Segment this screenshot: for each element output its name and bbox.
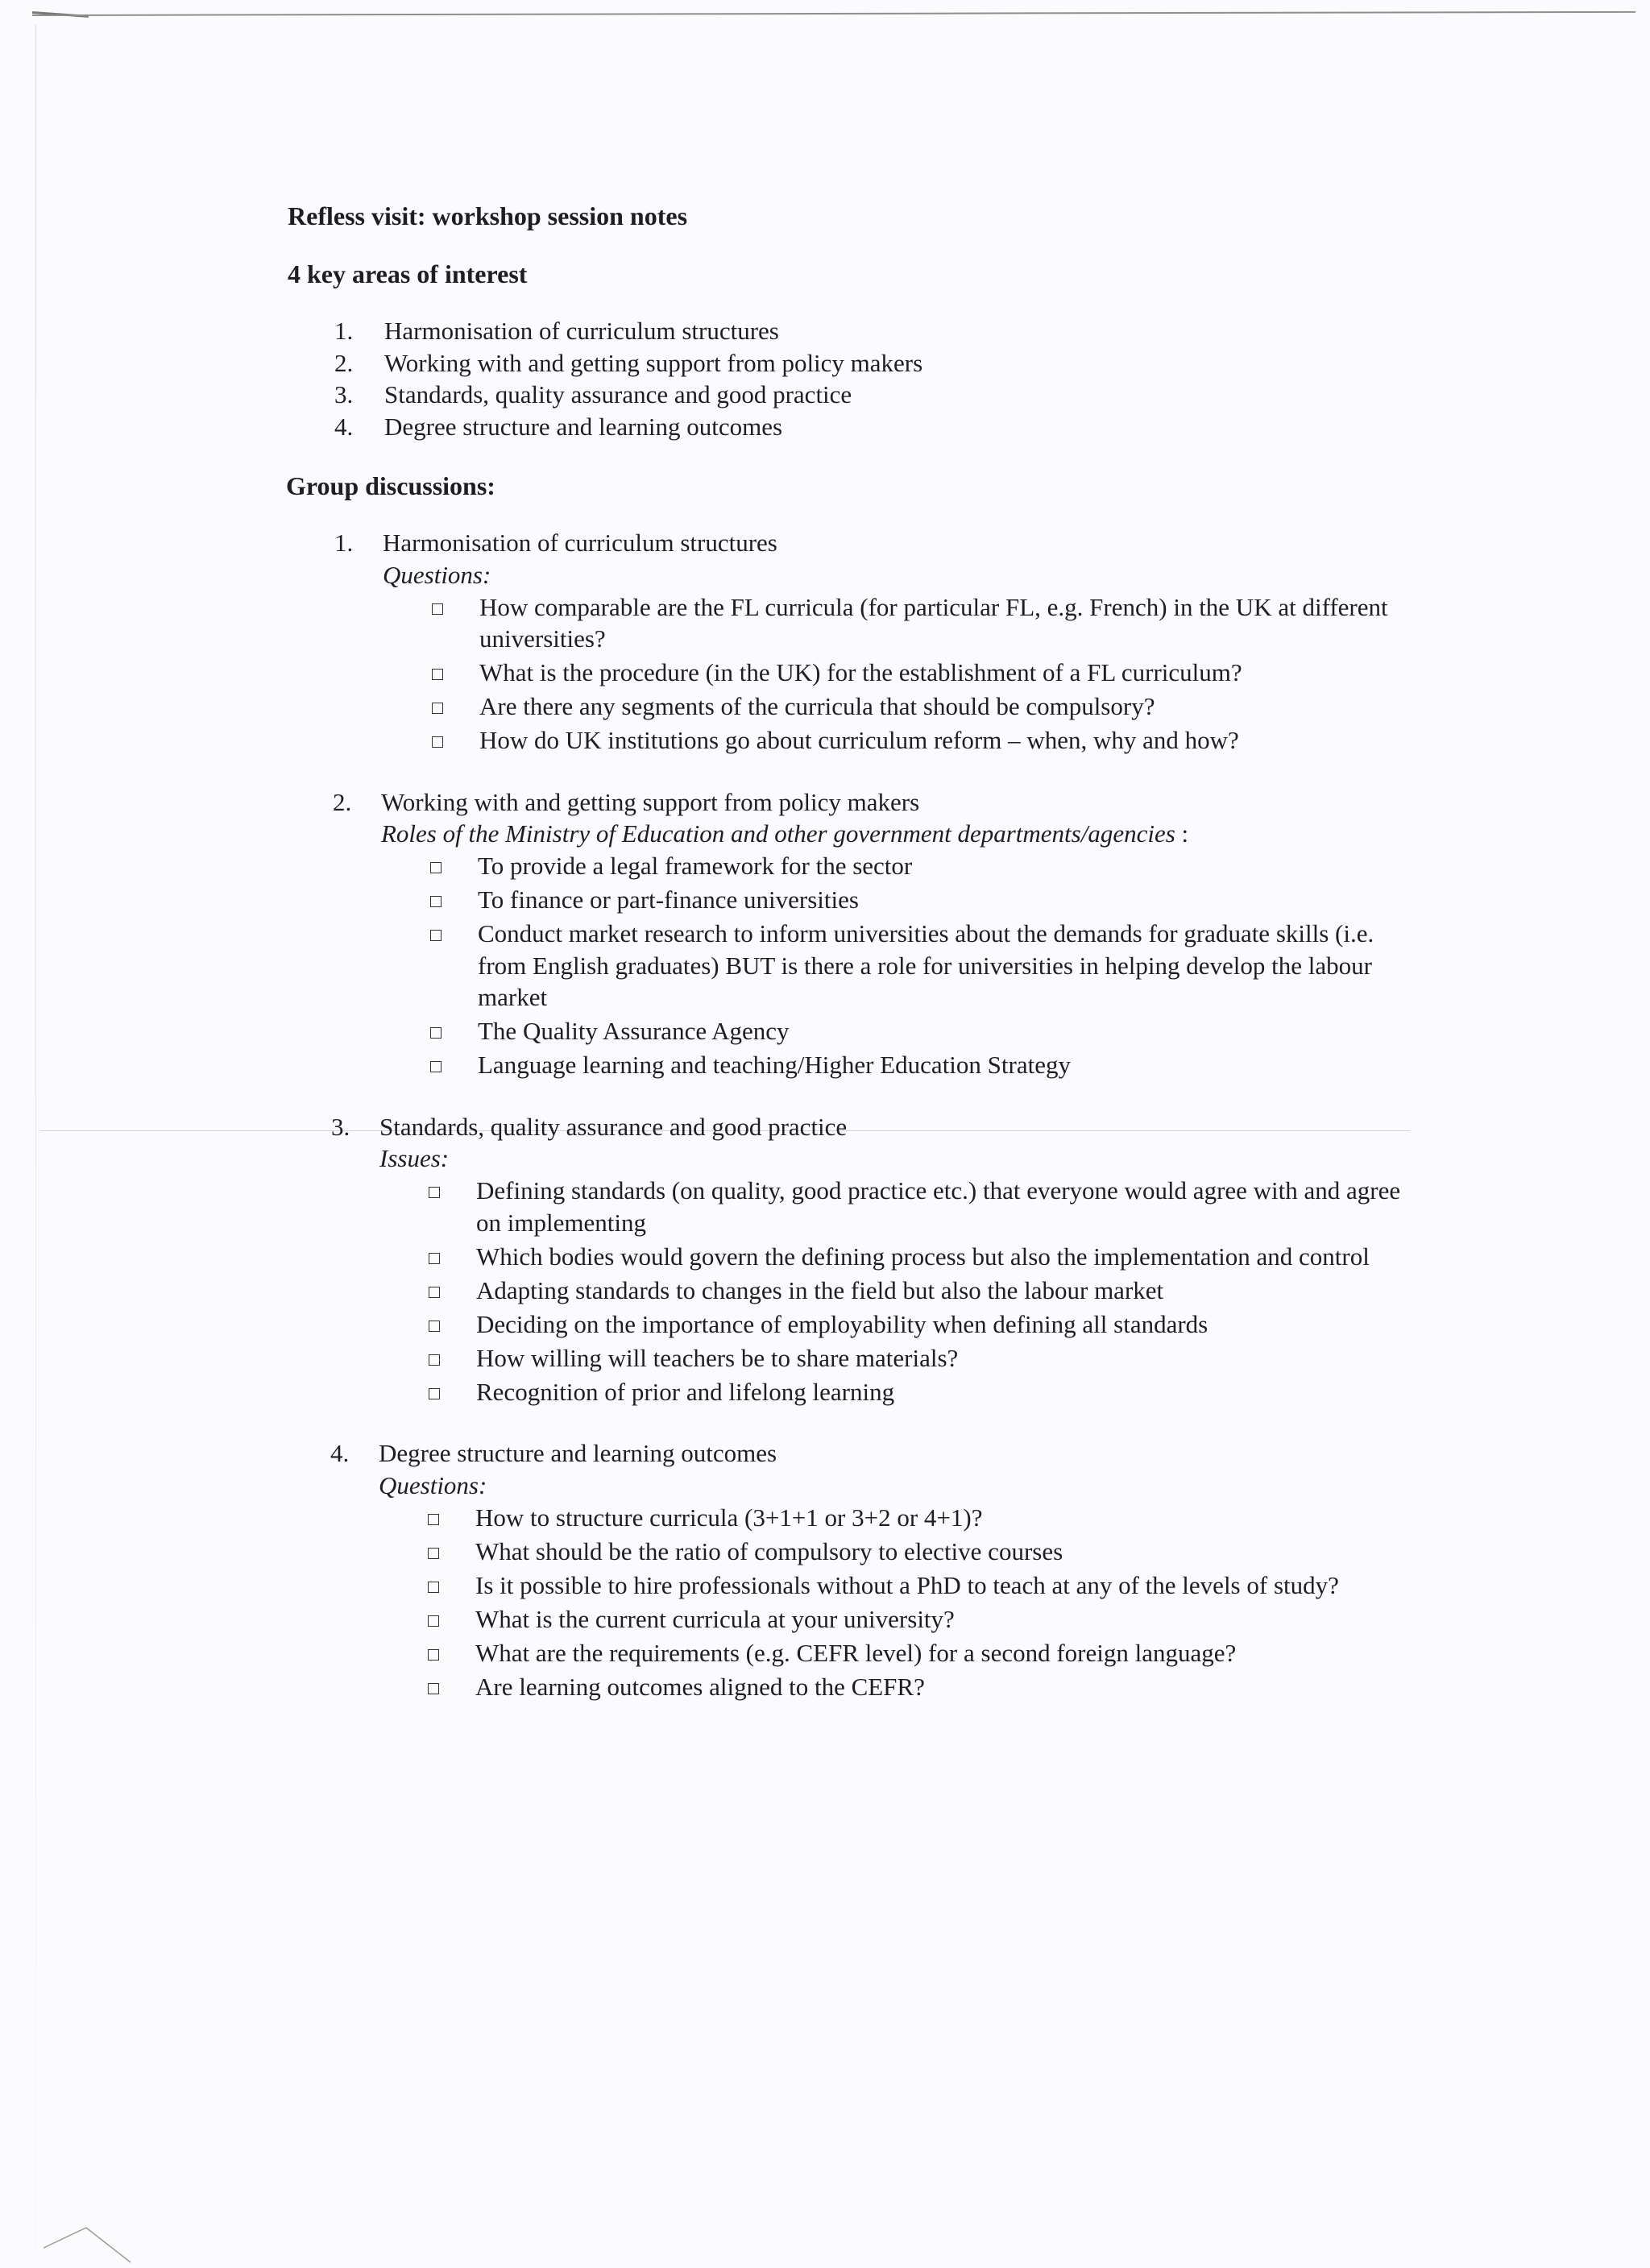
bullet-item (379, 1342, 1411, 1374)
section-subtitle: Questions: (379, 1470, 487, 1499)
section-subtitle (381, 818, 1448, 850)
section-number: 2. (333, 787, 352, 816)
bullet-text: What is the current curricula at your university? (475, 1604, 955, 1633)
checkbox-bullet-icon (429, 1253, 440, 1264)
list-number: 1. (334, 317, 354, 345)
bullet-text: Deciding on the importance of employability when defining all standards (476, 1309, 1208, 1338)
checkbox-bullet-icon (432, 703, 443, 714)
checkbox-bullet-icon (428, 1649, 439, 1661)
checkbox-bullet-icon (432, 736, 443, 748)
document-title: Refless visit: workshop session notes (288, 201, 688, 230)
checkbox-bullet-icon (432, 669, 443, 680)
bullet-item (381, 884, 1412, 916)
bullet-text: Which bodies would govern the defining process but also the implementation and control (476, 1242, 1370, 1271)
bullet-text: Are there any segments of the curricula that should be compulsory? (479, 692, 1155, 720)
checkbox-bullet-icon (428, 1582, 439, 1593)
key-areas-heading: 4 key areas of interest (288, 259, 528, 288)
bullet-list (379, 1502, 1448, 1703)
section-number: 3. (331, 1112, 350, 1141)
bullet-text: How do UK institutions go about curriculum reform – when, why and how? (479, 726, 1239, 754)
scan-top-edge (32, 11, 1635, 16)
bullet-text: How to structure curricula (3+1+1 or 3+2 or 4+1)? (475, 1503, 983, 1532)
group-discussions-heading: Group discussions: (286, 471, 495, 500)
bullet-text: To finance or part-finance universities (478, 885, 859, 914)
bullet-item (379, 1275, 1411, 1307)
checkbox-bullet-icon (430, 930, 442, 941)
checkbox-bullet-icon (428, 1615, 439, 1627)
bullet-item (383, 724, 1414, 757)
bullet-text: Language learning and teaching/Higher Education Strategy (478, 1051, 1071, 1079)
key-area-item (288, 379, 1448, 411)
discussion-section (286, 786, 1448, 1081)
bullet-item (379, 1536, 1410, 1568)
key-area-item (288, 411, 1448, 443)
key-area-item (288, 347, 1448, 379)
bullet-item (379, 1637, 1410, 1669)
bullet-list (383, 591, 1448, 757)
section-number: 1. (334, 529, 354, 557)
bullet-text: What is the procedure (in the UK) for the establishment of a FL curriculum? (479, 658, 1242, 686)
checkbox-bullet-icon (429, 1187, 440, 1198)
bullet-text: How willing will teachers be to share materials? (476, 1343, 959, 1372)
bullet-text: What are the requirements (e.g. CEFR level) for a second foreign language? (475, 1638, 1237, 1667)
checkbox-bullet-icon (430, 1061, 442, 1072)
checkbox-bullet-icon (430, 896, 442, 907)
bullet-item (379, 1569, 1410, 1602)
bullet-item (379, 1241, 1411, 1273)
discussion-section (288, 527, 1448, 757)
section-title: Degree structure and learning outcomes (379, 1439, 777, 1467)
key-area-text: Standards, quality assurance and good practice (384, 380, 852, 408)
bullet-item (379, 1376, 1411, 1408)
section-title: Harmonisation of curriculum structures (383, 529, 777, 557)
bullet-text: Defining standards (on quality, good practice etc.) that everyone would agree with and agree on implementing (476, 1176, 1401, 1237)
bullet-text: To provide a legal framework for the sector (478, 852, 913, 880)
key-area-item (288, 315, 1448, 347)
bullet-text: Are learning outcomes aligned to the CEFR? (475, 1672, 925, 1701)
discussion-section (284, 1437, 1448, 1702)
bullet-item (383, 690, 1414, 723)
checkbox-bullet-icon (428, 1548, 439, 1559)
bullet-item (381, 1015, 1412, 1047)
discussion-section (284, 1111, 1448, 1408)
key-area-text: Harmonisation of curriculum structures (384, 317, 779, 345)
checkbox-bullet-icon (429, 1321, 440, 1332)
bullet-text: Is it possible to hire professionals without a PhD to teach at any of the levels of study? (475, 1570, 1339, 1599)
checkbox-bullet-icon (430, 1027, 442, 1039)
document-page (288, 200, 1448, 1705)
section-title: Working with and getting support from policy makers (381, 787, 920, 816)
bullet-item (381, 850, 1412, 882)
bullet-item (383, 657, 1414, 689)
bullet-text: Recognition of prior and lifelong learning (476, 1377, 895, 1406)
key-area-text: Working with and getting support from policy makers (384, 348, 923, 377)
bullet-item (379, 1175, 1411, 1238)
checkbox-bullet-icon (428, 1683, 439, 1694)
bullet-item (381, 1049, 1412, 1081)
key-areas-list (288, 315, 1448, 442)
scan-left-edge (35, 24, 36, 2248)
bullet-item (379, 1502, 1410, 1534)
list-number: 4. (334, 412, 354, 441)
section-title: Standards, quality assurance and good practice (379, 1112, 848, 1141)
section-subtitle: Questions: (383, 560, 491, 589)
section-number: 4. (330, 1439, 350, 1467)
bullet-text: Conduct market research to inform universities about the demands for graduate skills (i.e. from English graduates) BUT is there a role for universities in helping develop the labour market (478, 919, 1374, 1011)
section-subtitle-suffix: : (1175, 819, 1189, 848)
key-area-text: Degree structure and learning outcomes (384, 412, 783, 441)
checkbox-bullet-icon (429, 1287, 440, 1298)
checkbox-bullet-icon (429, 1388, 440, 1399)
list-number: 3. (334, 380, 354, 408)
checkbox-bullet-icon (432, 603, 443, 615)
section-subtitle-text: Roles of the Ministry of Education and other government departments/agencies (381, 819, 1175, 848)
bullet-item (379, 1671, 1410, 1703)
bullet-text: How comparable are the FL curricula (for particular FL, e.g. French) in the UK at different universities? (479, 592, 1388, 653)
bullet-text: Adapting standards to changes in the field but also the labour market (476, 1275, 1164, 1304)
bullet-list (381, 850, 1448, 1081)
bullet-item (381, 918, 1412, 1014)
bullet-item (379, 1603, 1410, 1636)
section-subtitle: Issues: (379, 1144, 450, 1172)
bullet-item (379, 1308, 1411, 1341)
page-corner-fold (42, 2200, 139, 2264)
checkbox-bullet-icon (430, 862, 442, 873)
bullet-text: What should be the ratio of compulsory to elective courses (475, 1536, 1063, 1565)
bullet-list (379, 1175, 1448, 1408)
list-number: 2. (334, 348, 354, 377)
checkbox-bullet-icon (429, 1354, 440, 1366)
bullet-item (383, 591, 1414, 655)
bullet-text: The Quality Assurance Agency (478, 1017, 790, 1045)
checkbox-bullet-icon (428, 1514, 439, 1525)
